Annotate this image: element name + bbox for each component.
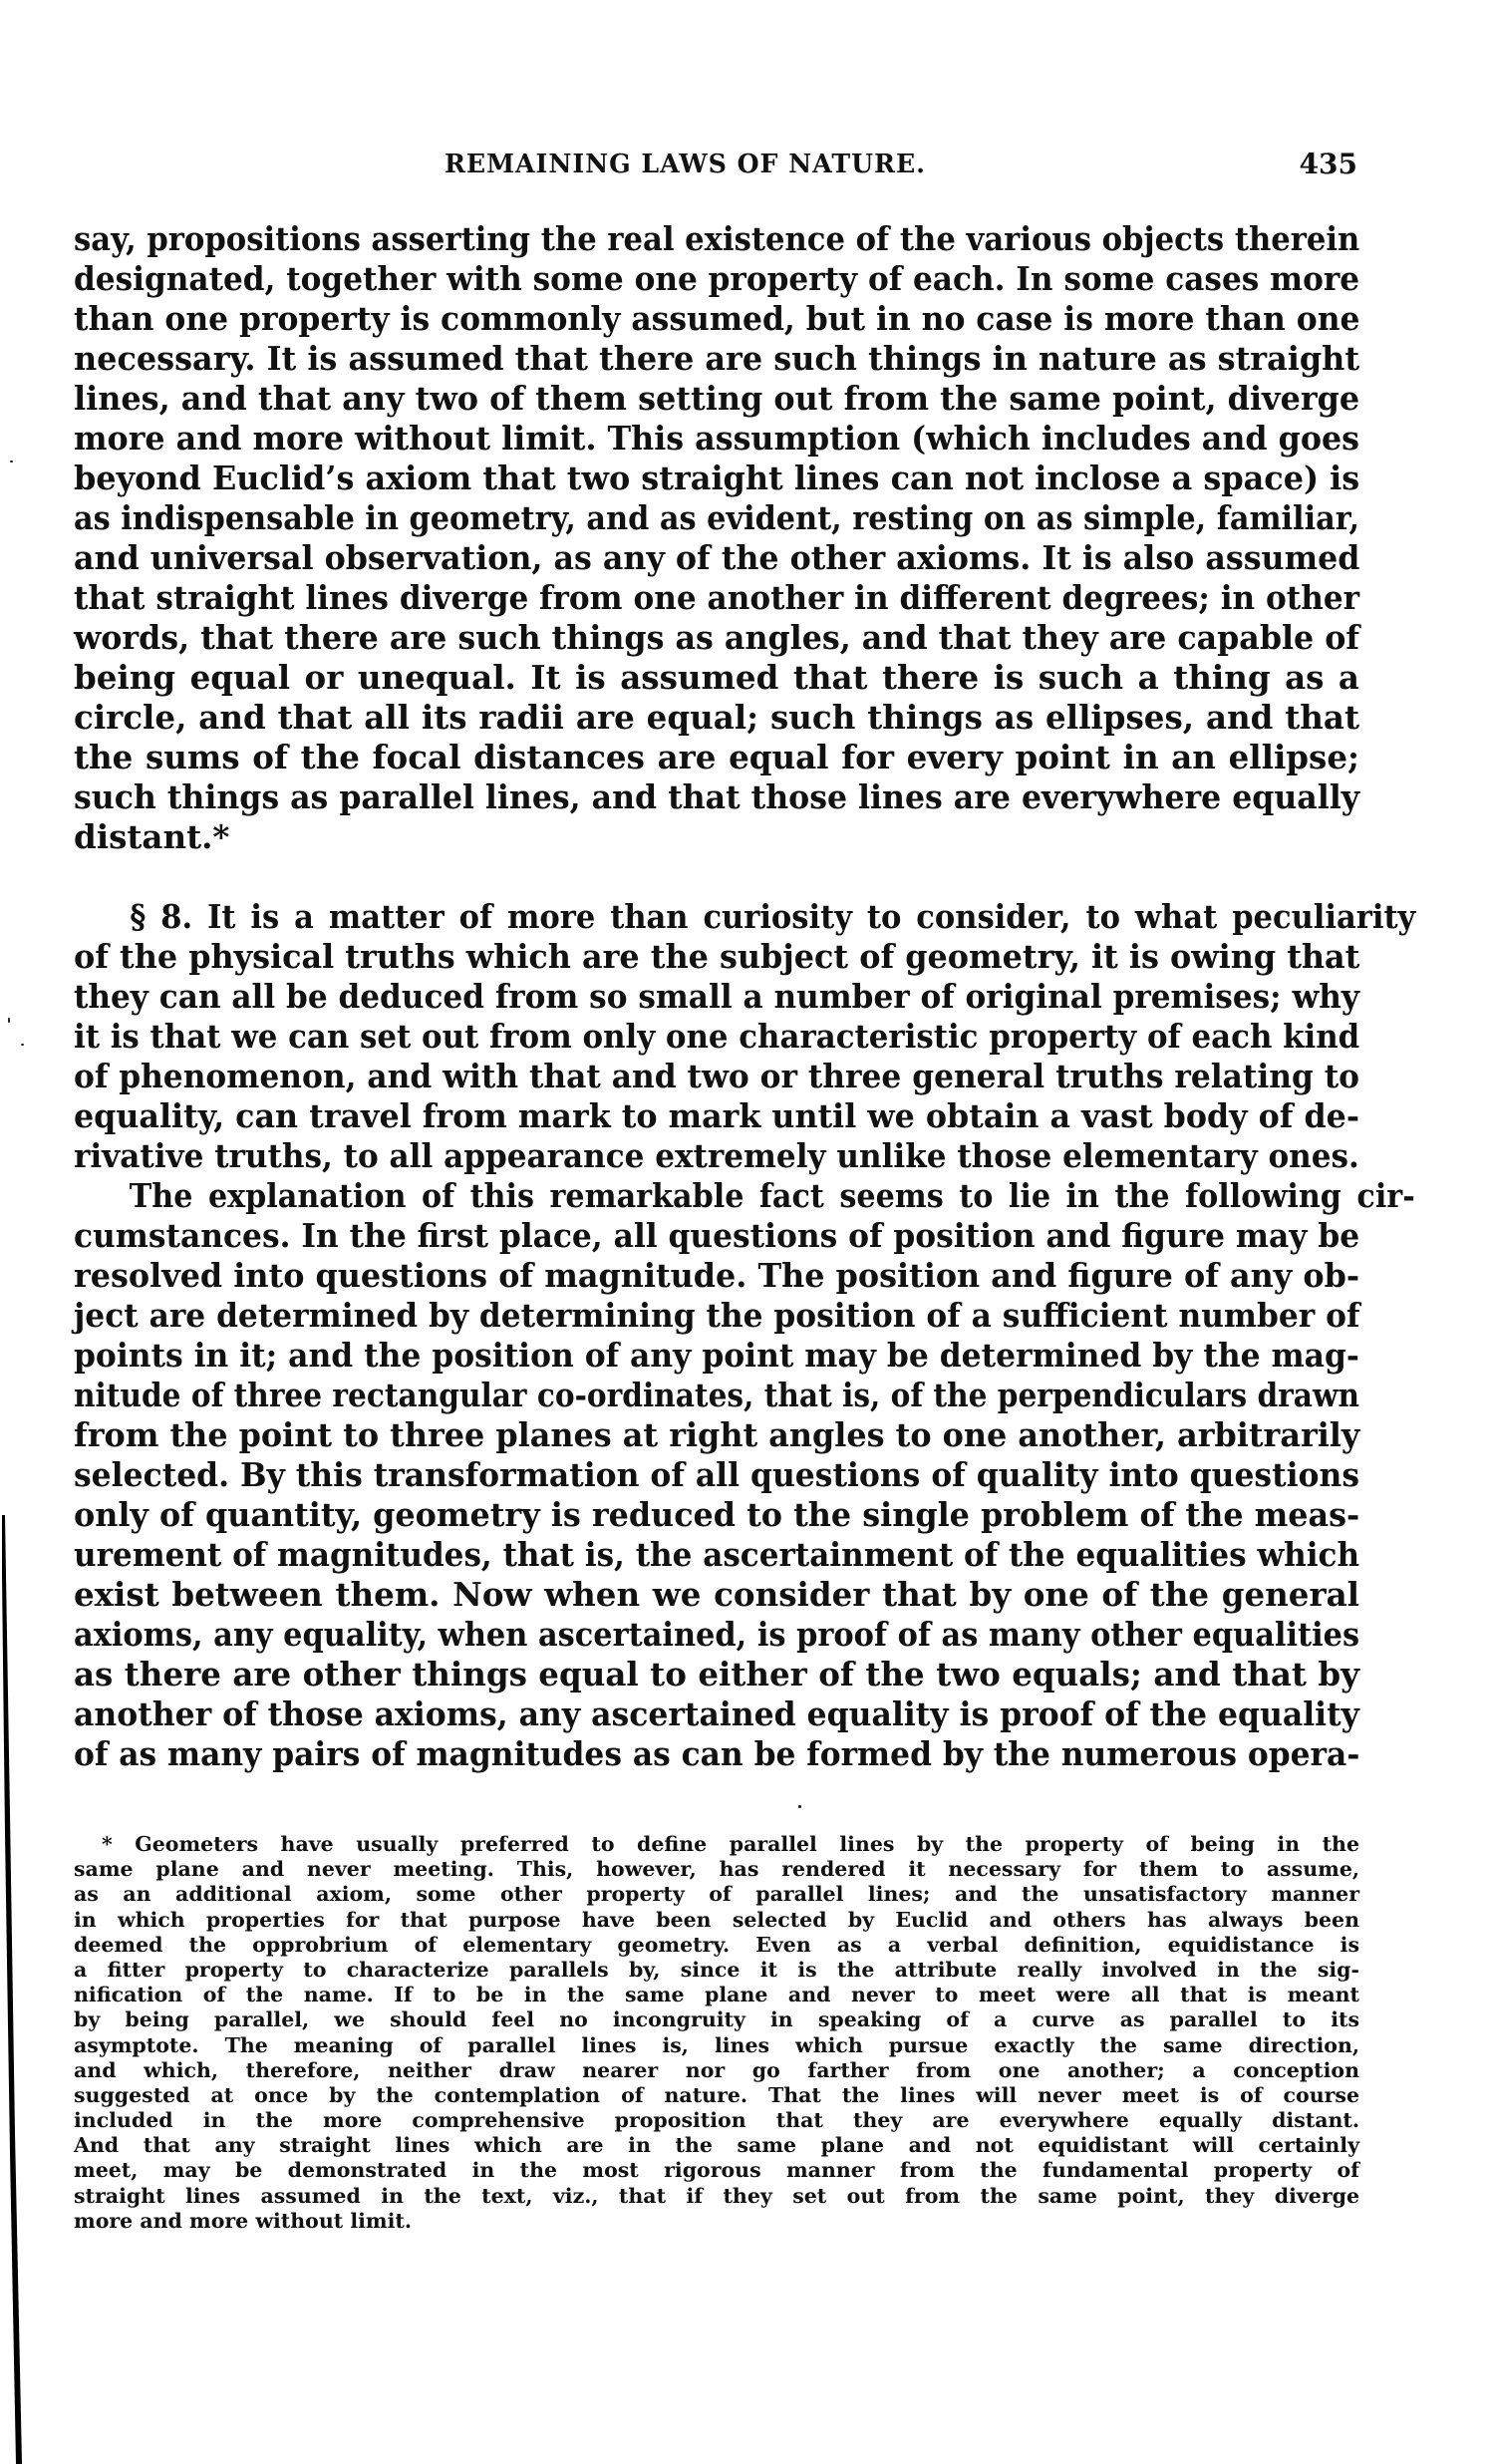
scan-speck (8, 1018, 10, 1023)
footnote-line: straight lines assumed in the text, viz., that if they set out from the same point, they diverge (74, 2183, 1359, 2208)
running-head (0, 148, 1490, 187)
text-line: beyond Euclid’s axiom that two straight lines can not inclose a space) is (74, 459, 1360, 497)
text-line: that straight lines diverge from one another in different degrees; in other (74, 578, 1360, 617)
text-line: circle, and that all its radii are equal; such things as ellipses, and that (74, 698, 1359, 737)
text-line: it is that we can set out from only one characteristic property of each kind (74, 1017, 1360, 1056)
text-line: only of quantity, geometry is reduced to the single problem of the meas- (74, 1495, 1360, 1534)
scan-gutter-edge (2, 1515, 24, 2464)
text-line: of phenomenon, and with that and two or three general truths relating to (74, 1057, 1360, 1095)
footnote-line: suggested at once by the contemplation of nature. That the lines will never meet is of course (74, 2082, 1359, 2107)
footnote-line: as an additional axiom, some other property of parallel lines; and the unsatisfactory manner (74, 1882, 1359, 1907)
page-number: 435 (1299, 148, 1357, 180)
text-line: selected. By this transformation of all questions of quality into questions (74, 1455, 1360, 1494)
text-line: points in it; and the position of any point may be determined by the mag- (74, 1336, 1359, 1375)
footnote-line: in which properties for that purpose have been selected by Euclid and others has always been (74, 1907, 1359, 1932)
text-line: more and more without limit. This assumption (which includes and goes (74, 419, 1360, 458)
footnote-line: * Geometers have usually preferred to define parallel lines by the property of being in the (102, 1832, 1359, 1856)
text-line: designated, together with some one property of each. In some cases more (74, 259, 1360, 298)
paragraph-3 (74, 1176, 1415, 1774)
section-gap (74, 857, 1359, 897)
footnote-line: and which, therefore, neither draw nearer nor go farther from one another; a conception (74, 2057, 1359, 2082)
text-line: nitude of three rectangular co-ordinates, that is, of the perpendiculars drawn (74, 1376, 1359, 1414)
text-line: than one property is commonly assumed, but in no case is more than one (74, 299, 1360, 338)
text-line: of the physical truths which are the subject of geometry, it is owing that (74, 937, 1360, 976)
text-line: as indispensable in geometry, and as evident, resting on as simple, familiar, (74, 498, 1360, 537)
text-line: equality, can travel from mark to mark until we obtain a vast body of de- (74, 1096, 1360, 1135)
text-line: words, that there are such things as angles, and that they are capable of (74, 618, 1360, 657)
text-line: necessary. It is assumed that there are such things in nature as straight (74, 339, 1360, 378)
footnote-line: by being parallel, we should feel no incongruity in speaking of a curve as parallel to its (74, 2007, 1359, 2032)
text-line: lines, and that any two of them setting out from the same point, diverge (74, 379, 1360, 418)
footnote-reference-line: distant.* (74, 817, 230, 856)
running-title: REMAINING LAWS OF NATURE. (445, 150, 926, 179)
text-line: ject are determined by determining the position of a sufficient number of (74, 1296, 1360, 1335)
body-text (74, 219, 1416, 1774)
paragraph-1 (74, 219, 1359, 857)
footnote-line: nification of the name. If to be in the same plane and never to meet were all that is meant (74, 1983, 1359, 2007)
text-line: another of those axioms, any ascertained equality is proof of the equality (74, 1694, 1359, 1733)
text-line: and universal observation, as any of the other axioms. It is also assumed (74, 538, 1360, 577)
footnote-line: deemed the opprobrium of elementary geometry. Even as a verbal definition, equidistance is (74, 1932, 1359, 1957)
text-line: they can all be deduced from so small a number of original premises; why (74, 977, 1360, 1016)
paragraph-section-8 (74, 897, 1416, 1176)
footnote-line: And that any straight lines which are in the same plane and not equidistant will certainly (74, 2133, 1359, 2158)
footnote-line: same plane and never meeting. This, however, has rendered it necessary for them to assume, (74, 1857, 1359, 1882)
text-line: exist between them. Now when we consider that by one of the general (74, 1575, 1359, 1614)
text-line: as there are other things equal to either of the two equals; and that by (74, 1655, 1359, 1694)
footnote-line: meet, may be demonstrated in the most rigorous manner from the fundamental property of (74, 2158, 1359, 2183)
text-line: axioms, any equality, when ascertained, is proof of as many other equalities (74, 1615, 1360, 1654)
text-line: being equal or unequal. It is assumed that there is such a thing as a (74, 658, 1359, 697)
text-line: of as many pairs of magnitudes as can be formed by the numerous opera- (74, 1734, 1360, 1773)
text-line: urement of magnitudes, that is, the ascertainment of the equalities which (74, 1535, 1360, 1574)
footnote-line: included in the more comprehensive proposition that they are everywhere equally distant. (74, 2108, 1359, 2133)
text-line: the sums of the focal distances are equal for every point in an ellipse; (74, 738, 1359, 776)
text-line: say, propositions asserting the real existence of the various objects therein (74, 219, 1360, 258)
gutter-shadow-shape (2, 1515, 24, 2464)
scan-speck (21, 1044, 24, 1046)
text-line: resolved into questions of magnitude. The position and figure of any ob- (74, 1256, 1360, 1295)
text-line: cumstances. In the first place, all questions of position and figure may be (74, 1216, 1360, 1255)
text-line: from the point to three planes at right angles to one another, arbitrarily (74, 1415, 1360, 1454)
scan-speck (798, 1805, 801, 1808)
footnote (74, 1832, 1359, 2234)
text-line: The explanation of this remarkable fact seems to lie in the following cir- (129, 1176, 1415, 1215)
section-heading-line: § 8. It is a matter of more than curiosity to consider, to what peculiarity (130, 897, 1416, 936)
text-line: rivative truths, to all appearance extremely unlike those elementary ones. (74, 1136, 1359, 1175)
text-line: such things as parallel lines, and that those lines are everywhere equally (74, 777, 1360, 816)
footnote-line: more and more without limit. (74, 2208, 413, 2233)
footnote-line: a fitter property to characterize parallels by, since it is the attribute really involved in the sig- (74, 1957, 1359, 1982)
footnote-line: asymptote. The meaning of parallel lines is, lines which pursue exactly the same direction, (74, 2032, 1359, 2057)
scan-speck (10, 461, 13, 462)
